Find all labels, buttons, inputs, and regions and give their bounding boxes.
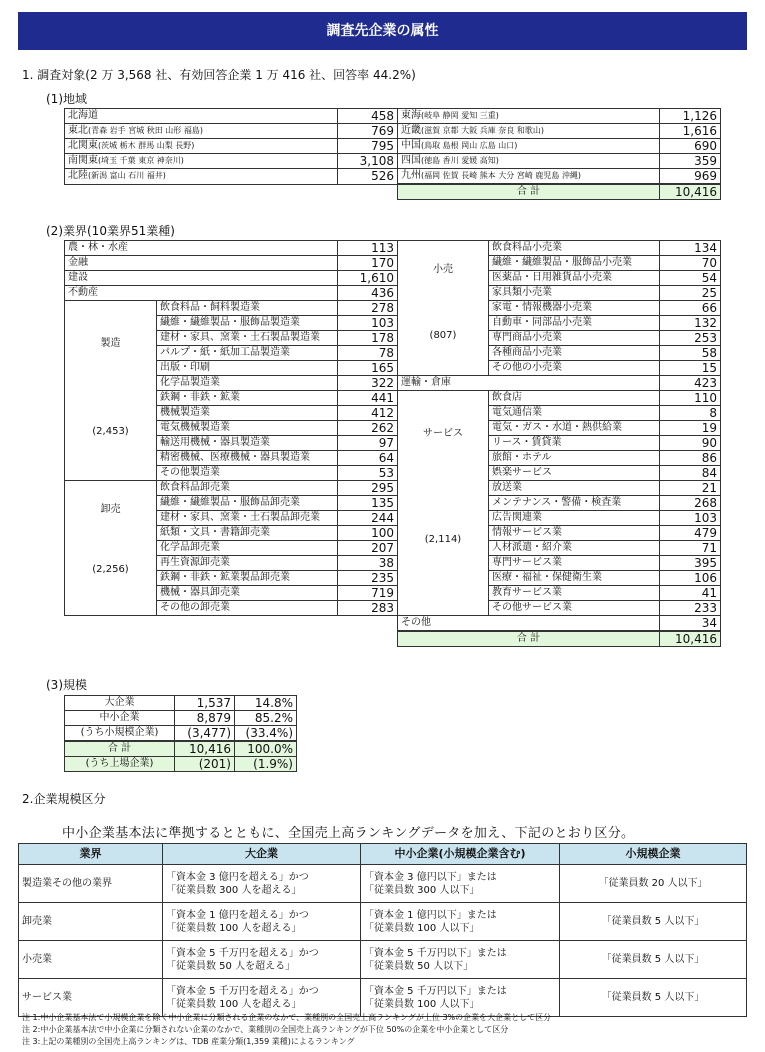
industry-name: 化学品製造業 [157, 376, 338, 391]
large-criteria [163, 865, 361, 903]
industry-value: 97 [338, 436, 398, 451]
industry-value: 100 [338, 526, 398, 541]
criteria-line: 「従業員数 300 人を超える」 [166, 884, 302, 896]
industry-name: 医療・福祉・保健衛生業 [489, 571, 660, 586]
industry-name: 卸売業 [19, 903, 163, 941]
industry-name: メンテナンス・警備・検査業 [489, 496, 660, 511]
scale-name: (うち小規模企業) [65, 726, 175, 742]
industry-value: 132 [660, 316, 721, 331]
industry-name: 精密機械、医療機械・器具製造業 [157, 451, 338, 466]
table-row [65, 481, 721, 496]
group-total: (2,256) [92, 564, 129, 575]
region-value: 1,616 [660, 124, 721, 139]
industry-value: 66 [660, 301, 721, 316]
header-industry: 業界 [19, 844, 163, 865]
table-row [19, 979, 747, 1017]
table-row [65, 616, 721, 632]
industry-name: 繊維・繊維製品・服飾品製造業 [157, 316, 338, 331]
large-criteria [163, 903, 361, 941]
table-row [65, 726, 297, 742]
region-name: 中国 [401, 140, 421, 151]
industry-value: 53 [338, 466, 398, 481]
industry-name: 飲食料品・飼料製造業 [157, 301, 338, 316]
region-name: 九州 [401, 170, 421, 181]
table-row [65, 601, 721, 616]
industry-value: 86 [660, 451, 721, 466]
region-prefectures: (鳥取 島根 岡山 広島 山口) [421, 141, 518, 150]
scale-pct: (1.9%) [235, 757, 297, 772]
industry-value: 262 [338, 421, 398, 436]
small-criteria: 「従業員数 5 人以下」 [560, 941, 747, 979]
region-name: 東海 [401, 110, 421, 121]
industry-name: 旅館・ホテル [489, 451, 660, 466]
table-row [65, 361, 721, 376]
industry-name: 出版・印刷 [157, 361, 338, 376]
industry-value: 41 [660, 586, 721, 601]
region-value: 690 [660, 139, 721, 154]
table-row [65, 139, 721, 154]
industry-name: 繊維・繊維製品・服飾品卸売業 [157, 496, 338, 511]
criteria-line: 「従業員数 50 人を超える」 [166, 960, 296, 972]
region-value: 359 [660, 154, 721, 169]
criteria-line: 「従業員数 50 人以下」 [364, 960, 474, 972]
industry-name: 人材派遣・紹介業 [489, 541, 660, 556]
industry-value: 38 [338, 556, 398, 571]
note-2: 注 2:中小企業基本法で中小企業に分類されない企業のなかで、業種別の全国売上高ランキングが下位 50%の企業を中小企業として区分 [22, 1025, 509, 1034]
industry-value: 71 [660, 541, 721, 556]
industry-name: 各種商品小売業 [489, 346, 660, 361]
region-name-cell [398, 139, 660, 154]
industry-name: サービス業 [19, 979, 163, 1017]
small-criteria: 「従業員数 5 人以下」 [560, 979, 747, 1017]
industry-name: 建材・家具、窯業・土石製品製造業 [157, 331, 338, 346]
table-row [65, 271, 721, 286]
industry-value: 8 [660, 406, 721, 421]
industry-name: 農・林・水産 [65, 241, 338, 256]
group-manufacturing [65, 301, 157, 481]
region-name: 四国 [401, 155, 421, 166]
table-row [65, 376, 721, 391]
industry-name: リース・賃貸業 [489, 436, 660, 451]
region-value: 969 [660, 169, 721, 185]
group-total: (2,453) [92, 426, 129, 437]
industry-name: 教育サービス業 [489, 586, 660, 601]
scale-pct: 14.8% [235, 696, 297, 711]
region-name: 北関東 [68, 140, 98, 151]
group-label: 小売 [433, 264, 453, 275]
scale-table [64, 695, 297, 772]
sme-criteria [361, 865, 560, 903]
industry-name: 自動車・同部品小売業 [489, 316, 660, 331]
table-row [65, 696, 297, 711]
region-heading: (1)地域 [46, 92, 87, 106]
scale-name: 中小企業 [65, 711, 175, 726]
region-prefectures: (福岡 佐賀 長崎 熊本 大分 宮崎 鹿児島 沖縄) [421, 171, 582, 180]
table-row [19, 941, 747, 979]
table-row [65, 496, 721, 511]
region-value: 1,126 [660, 109, 721, 124]
table-row [65, 586, 721, 601]
scale-name: (うち上場企業) [65, 757, 175, 772]
industry-value: 479 [660, 526, 721, 541]
industry-name: 輸送用機械・器具製造業 [157, 436, 338, 451]
industry-value: 165 [338, 361, 398, 376]
industry-name: 製造業その他の業界 [19, 865, 163, 903]
region-value: 526 [338, 169, 398, 185]
group-retail [398, 241, 489, 376]
industry-value: 207 [338, 541, 398, 556]
criteria-line: 「従業員数 100 人を超える」 [166, 998, 302, 1010]
sme-criteria [361, 903, 560, 941]
industry-name: 機械製造業 [157, 406, 338, 421]
industry-value: 54 [660, 271, 721, 286]
small-criteria: 「従業員数 20 人以下」 [560, 865, 747, 903]
industry-name: 専門サービス業 [489, 556, 660, 571]
industry-name: 電気通信業 [489, 406, 660, 421]
industry-name: 家電・情報機器小売業 [489, 301, 660, 316]
industry-name: 放送業 [489, 481, 660, 496]
industry-name: 運輸・倉庫 [398, 376, 660, 391]
region-value: 3,108 [338, 154, 398, 169]
page-title: 調査先企業の属性 [18, 12, 747, 50]
industry-table [64, 240, 721, 647]
industry-name: その他サービス業 [489, 601, 660, 616]
scale-pct: 100.0% [235, 741, 297, 757]
region-name-cell [398, 109, 660, 124]
industry-value: 78 [338, 346, 398, 361]
note-3: 注 3:上記の業種別の全国売上高ランキングは、TDB 産業分類(1,359 業種)によるランキング [22, 1037, 355, 1046]
industry-value: 1,610 [338, 271, 398, 286]
sme-criteria [361, 941, 560, 979]
industry-value: 103 [338, 316, 398, 331]
table-row [65, 154, 721, 169]
table-row [65, 286, 721, 301]
table-row [65, 391, 721, 406]
industry-name: その他の小売業 [489, 361, 660, 376]
industry-value: 268 [660, 496, 721, 511]
region-name-cell [65, 154, 338, 169]
industry-value: 295 [338, 481, 398, 496]
scale-count: 10,416 [175, 741, 235, 757]
scale-count: 8,879 [175, 711, 235, 726]
industry-name: 小売業 [19, 941, 163, 979]
industry-value: 441 [338, 391, 398, 406]
industry-name: 不動産 [65, 286, 338, 301]
industry-name: 建材・家具、窯業・土石製品卸売業 [157, 511, 338, 526]
table-row [65, 316, 721, 331]
industry-value: 719 [338, 586, 398, 601]
table-row [65, 124, 721, 139]
table-row [65, 256, 721, 271]
group-total: (807) [429, 330, 457, 341]
industry-value: 322 [338, 376, 398, 391]
large-criteria [163, 941, 361, 979]
table-row [65, 406, 721, 421]
industry-value: 113 [338, 241, 398, 256]
criteria-line: 「資本金 5 千万円以下」または [364, 985, 507, 997]
scale-heading: (3)規模 [46, 678, 87, 692]
industry-name: 鉄鋼・非鉄・鉱業 [157, 391, 338, 406]
industry-value: 84 [660, 466, 721, 481]
industry-value: 135 [338, 496, 398, 511]
industry-name: 専門商品小売業 [489, 331, 660, 346]
scale-pct: 85.2% [235, 711, 297, 726]
region-name: 北陸 [68, 170, 88, 182]
criteria-line: 「従業員数 100 人を超える」 [166, 922, 302, 934]
table-row [65, 331, 721, 346]
industry-value: 395 [660, 556, 721, 571]
industry-name: 飲食料品小売業 [489, 241, 660, 256]
region-table [64, 108, 721, 200]
industry-name: 機械・器具卸売業 [157, 586, 338, 601]
region-prefectures: (埼玉 千葉 東京 神奈川) [98, 156, 184, 165]
industry-name: 化学品卸売業 [157, 541, 338, 556]
region-prefectures: (新潟 富山 石川 福井) [88, 171, 166, 181]
region-name-cell [65, 109, 338, 124]
group-label: 製造 [100, 338, 121, 349]
note-1: 注 1:中小企業基本法で小規模企業を除く中小企業に分類される企業のなかで、業種別の全国売上高ランキングが上位 3%の企業を大企業として区分 [22, 1013, 552, 1022]
table-row [65, 301, 721, 316]
industry-value: 90 [660, 436, 721, 451]
criteria-line: 「資本金 5 千万円以下」または [364, 947, 507, 959]
region-name-cell [65, 139, 338, 154]
industry-name: 飲食料品卸売業 [157, 481, 338, 496]
industry-name: 繊維・繊維製品・服飾品小売業 [489, 256, 660, 271]
criteria-line: 「資本金 5 千万円を超える」かつ [166, 947, 319, 959]
criteria-line: 「資本金 1 億円以下」または [364, 909, 497, 921]
industry-value: 253 [660, 331, 721, 346]
table-row [65, 169, 721, 185]
industry-name: 電気・ガス・水道・熱供給業 [489, 421, 660, 436]
industry-value: 423 [660, 376, 721, 391]
industry-name: 再生資源卸売業 [157, 556, 338, 571]
region-name-cell [398, 124, 660, 139]
industry-total-row [65, 631, 721, 647]
region-name-cell [398, 169, 660, 185]
scale-name: 大企業 [65, 696, 175, 711]
spacer [65, 616, 398, 632]
industry-value: 233 [660, 601, 721, 616]
scale-name: 合 計 [65, 741, 175, 757]
region-prefectures: (徳島 香川 愛媛 高知) [421, 156, 499, 165]
region-name-cell [65, 124, 338, 139]
industry-value: 25 [660, 286, 721, 301]
industry-value: 70 [660, 256, 721, 271]
group-services [398, 391, 489, 616]
criteria-line: 「従業員数 100 人以下」 [364, 998, 480, 1010]
criteria-line: 「資本金 3 億円を超える」かつ [166, 871, 309, 883]
header-large: 大企業 [163, 844, 361, 865]
table-row [65, 436, 721, 451]
large-criteria [163, 979, 361, 1017]
header-sme: 中小企業(小規模企業含む) [361, 844, 560, 865]
industry-value: 170 [338, 256, 398, 271]
scale-total-row [65, 741, 297, 757]
table-row [65, 711, 297, 726]
region-prefectures: (青森 岩手 宮城 秋田 山形 福島) [88, 126, 203, 135]
size-classification-table [18, 843, 747, 1017]
scale-count: 1,537 [175, 696, 235, 711]
industry-name: 鉄鋼・非鉄・鉱業製品卸売業 [157, 571, 338, 586]
classification-intro: 中小企業基本法に準拠するとともに、全国売上高ランキングデータを加え、下記のとおり区分。 [62, 826, 635, 841]
table-row [65, 421, 721, 436]
region-name: 東北 [68, 125, 88, 136]
table-row [65, 526, 721, 541]
industry-heading: (2)業界(10業界51業種) [46, 224, 175, 238]
industry-value: 19 [660, 421, 721, 436]
group-wholesale [65, 481, 157, 616]
scale-count: (3,477) [175, 726, 235, 742]
industry-value: 178 [338, 331, 398, 346]
industry-name: パルプ・紙・紙加工品製造業 [157, 346, 338, 361]
table-row [19, 903, 747, 941]
table-row [65, 241, 721, 256]
group-label: 卸売 [100, 504, 121, 515]
region-name: 近畿 [401, 125, 421, 136]
industry-name: その他製造業 [157, 466, 338, 481]
criteria-line: 「資本金 5 千万円を超える」かつ [166, 985, 319, 997]
total-label: 合 計 [398, 184, 660, 200]
region-name-cell [65, 169, 338, 185]
industry-name: 飲食店 [489, 391, 660, 406]
table-row [65, 109, 721, 124]
industry-value: 103 [660, 511, 721, 526]
sme-criteria [361, 979, 560, 1017]
industry-value: 436 [338, 286, 398, 301]
industry-value: 244 [338, 511, 398, 526]
industry-value: 134 [660, 241, 721, 256]
total-value: 10,416 [660, 631, 721, 647]
industry-name: 医薬品・日用雑貨品小売業 [489, 271, 660, 286]
industry-name: 電気機械製造業 [157, 421, 338, 436]
region-prefectures: (岐阜 静岡 愛知 三重) [421, 111, 499, 120]
section-2-heading: 2.企業規模区分 [22, 792, 106, 806]
scale-listed-row [65, 757, 297, 772]
region-prefectures: (滋賀 京都 大阪 兵庫 奈良 和歌山) [421, 126, 544, 135]
industry-value: 58 [660, 346, 721, 361]
industry-value: 412 [338, 406, 398, 421]
region-value: 795 [338, 139, 398, 154]
criteria-line: 「従業員数 300 人以下」 [364, 884, 480, 896]
group-label: サービス [423, 428, 463, 439]
group-total: (2,114) [424, 534, 462, 545]
industry-value: 15 [660, 361, 721, 376]
header-small: 小規模企業 [560, 844, 747, 865]
region-name: 北海道 [68, 110, 98, 121]
criteria-line: 「従業員数 100 人以下」 [364, 922, 480, 934]
industry-value: 110 [660, 391, 721, 406]
criteria-line: 「資本金 1 億円を超える」かつ [166, 909, 309, 921]
region-prefectures: (茨城 栃木 群馬 山梨 長野) [98, 141, 195, 150]
table-row [65, 451, 721, 466]
industry-value: 283 [338, 601, 398, 616]
industry-value: 106 [660, 571, 721, 586]
table-row [65, 556, 721, 571]
table-row [65, 511, 721, 526]
scale-count: (201) [175, 757, 235, 772]
table-row [65, 571, 721, 586]
industry-value: 235 [338, 571, 398, 586]
industry-name: 広告関連業 [489, 511, 660, 526]
region-name: 南関東 [68, 155, 98, 166]
industry-name: 建設 [65, 271, 338, 286]
industry-name: 情報サービス業 [489, 526, 660, 541]
small-criteria: 「従業員数 5 人以下」 [560, 903, 747, 941]
total-label: 合 計 [398, 631, 660, 647]
table-row [65, 466, 721, 481]
industry-name: その他 [398, 616, 660, 632]
section-1-heading: 1. 調査対象(2 万 3,568 社、有効回答企業 1 万 416 社、回答率 44.2%) [22, 68, 416, 82]
industry-name: その他の卸売業 [157, 601, 338, 616]
industry-value: 278 [338, 301, 398, 316]
region-value: 769 [338, 124, 398, 139]
total-value: 10,416 [660, 184, 721, 200]
criteria-line: 「資本金 3 億円以下」または [364, 871, 497, 883]
table-row [65, 346, 721, 361]
industry-name: 娯楽サービス [489, 466, 660, 481]
industry-name: 家具類小売業 [489, 286, 660, 301]
region-total-row [65, 184, 721, 200]
spacer [65, 184, 398, 200]
industry-name: 金融 [65, 256, 338, 271]
table-row [19, 865, 747, 903]
industry-value: 21 [660, 481, 721, 496]
scale-pct: (33.4%) [235, 726, 297, 742]
industry-value: 64 [338, 451, 398, 466]
table-row [65, 541, 721, 556]
industry-name: 紙類・文具・書籍卸売業 [157, 526, 338, 541]
spacer [65, 631, 398, 647]
region-name-cell [398, 154, 660, 169]
region-value: 458 [338, 109, 398, 124]
industry-value: 34 [660, 616, 721, 632]
